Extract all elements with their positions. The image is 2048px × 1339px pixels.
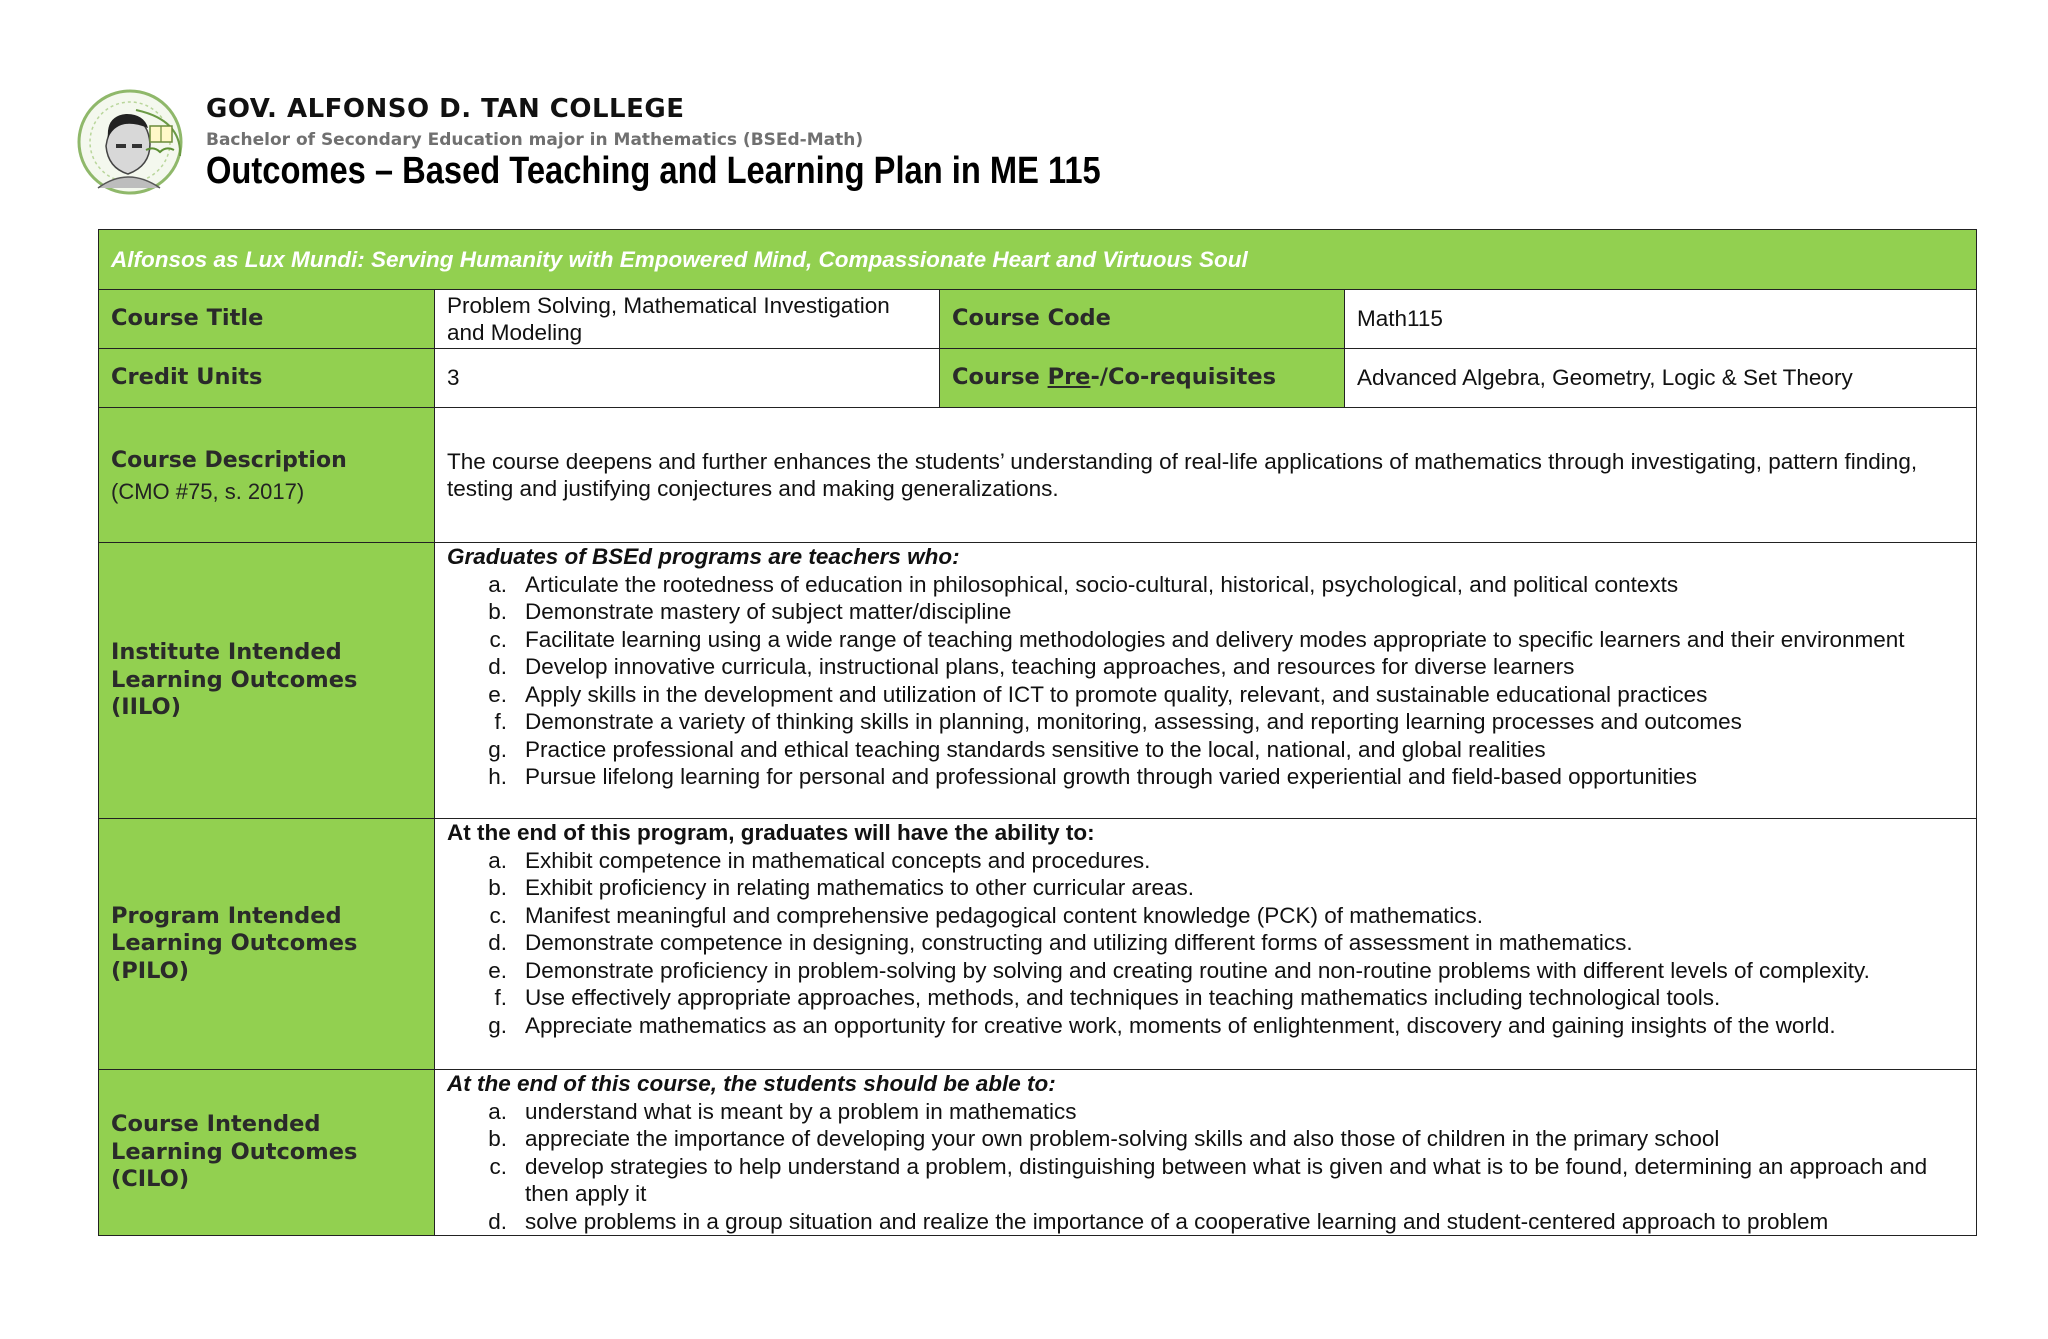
course-description-label: Course Description — [111, 448, 347, 473]
pilo-list — [447, 847, 1964, 1040]
program-name: Bachelor of Secondary Education major in Mathematics (BSEd-Math) — [206, 130, 864, 150]
list-item — [447, 708, 1964, 736]
list-item-text: Demonstrate proficiency in problem-solving by solving and creating routine and non-routine problems with different levels of complexity. — [525, 957, 1870, 983]
list-item — [447, 1208, 1964, 1236]
course-description-text: The course deepens and further enhances the students’ understanding of real-life applications of mathematics through investigating, pattern finding, testing and justifying conjectures and making generalizations. — [435, 408, 1977, 543]
cilo-label-line: Learning Outcomes — [111, 1138, 358, 1165]
list-item-text: Manifest meaningful and comprehensive pedagogical content knowledge (PCK) of mathematics. — [525, 902, 1484, 928]
iilo-label-line: Institute Intended — [111, 639, 342, 666]
pilo-content — [435, 819, 1977, 1070]
list-item-text: Exhibit competence in mathematical concepts and procedures. — [525, 847, 1151, 873]
list-item — [447, 571, 1964, 599]
list-item-text: develop strategies to help understand a problem, distinguishing between what is given and what is to be found, determining an approach and then apply it — [525, 1153, 1928, 1206]
list-item — [447, 874, 1964, 902]
motto-row — [99, 230, 1977, 290]
prerequisites-label — [940, 349, 1345, 408]
list-item — [447, 626, 1964, 654]
list-marker: b. — [488, 1126, 507, 1151]
list-item — [447, 1098, 1964, 1126]
list-item — [447, 1012, 1964, 1040]
course-title-label: Course Title — [99, 290, 435, 349]
list-item — [447, 847, 1964, 875]
obtl-plan-table — [98, 229, 1977, 1236]
list-item-text: Pursue lifelong learning for personal and professional growth through varied experiential and field-based opportunities — [525, 764, 1697, 789]
list-marker: g. — [488, 1012, 507, 1038]
list-marker: e. — [488, 681, 507, 707]
iilo-label-cell — [99, 543, 435, 819]
course-code-label: Course Code — [940, 290, 1345, 349]
list-item-text: Demonstrate mastery of subject matter/discipline — [525, 599, 1012, 624]
list-marker: a. — [488, 571, 507, 597]
list-item-text: Demonstrate competence in designing, constructing and utilizing different forms of assessment in mathematics. — [525, 930, 1633, 955]
college-name: GOV. ALFONSO D. TAN COLLEGE — [206, 94, 685, 124]
list-item — [447, 929, 1964, 957]
pilo-label-cell — [99, 819, 435, 1070]
list-marker: c. — [489, 902, 507, 928]
cilo-heading: At the end of this course, the students should be able to: — [447, 1071, 1056, 1096]
list-item — [447, 653, 1964, 681]
list-item-text: Articulate the rootedness of education in philosophical, socio-cultural, historical, psychological, and political contexts — [525, 571, 1679, 597]
list-item — [447, 902, 1964, 930]
list-marker: h. — [488, 764, 507, 789]
list-marker: a. — [488, 847, 507, 873]
list-item — [447, 1153, 1964, 1208]
list-marker: d. — [488, 930, 507, 955]
list-item-text: Demonstrate a variety of thinking skills in planning, monitoring, assessing, and reporting learning processes and outcomes — [525, 709, 1742, 734]
course-description-sublabel: (CMO #75, s. 2017) — [111, 479, 305, 504]
pilo-label-line: Learning Outcomes — [111, 930, 358, 957]
plan-title: Outcomes – Based Teaching and Learning Plan in ME 115 — [206, 150, 1101, 192]
pilo-label-line: (PILO) — [111, 957, 190, 984]
iilo-list — [447, 571, 1964, 791]
list-item — [447, 598, 1964, 626]
college-seal-logo — [66, 88, 194, 196]
iilo-label-line: Learning Outcomes — [111, 666, 358, 693]
cilo-list — [447, 1098, 1964, 1236]
list-item-text: Develop innovative curricula, instructional plans, teaching approaches, and resources for diverse learners — [525, 654, 1575, 679]
list-marker: g. — [488, 736, 507, 762]
document-header — [66, 84, 1266, 204]
list-marker: b. — [488, 599, 507, 624]
pilo-label-line: Program Intended — [111, 902, 342, 929]
course-description-row — [99, 408, 1977, 543]
cilo-row — [99, 1070, 1977, 1236]
prereq-label-underlined: Pre — [1047, 364, 1091, 391]
list-item-text: Apply skills in the development and utilization of ICT to promote quality, relevant, and sustainable educational practices — [525, 681, 1708, 707]
list-item — [447, 1125, 1964, 1153]
credit-units-row — [99, 349, 1977, 408]
list-marker: f. — [494, 709, 507, 734]
list-item — [447, 984, 1964, 1012]
motto-text: Alfonsos as Lux Mundi: Serving Humanity with Empowered Mind, Compassionate Heart and Virtuous Soul — [99, 230, 1977, 290]
list-item-text: understand what is meant by a problem in mathematics — [525, 1098, 1077, 1124]
list-item-text: solve problems in a group situation and realize the importance of a cooperative learning and student-centered approach to problem — [525, 1208, 1829, 1234]
list-marker: d. — [488, 1208, 507, 1234]
pilo-heading: At the end of this program, graduates will have the ability to: — [447, 820, 1095, 845]
list-item-text: Exhibit proficiency in relating mathematics to other curricular areas. — [525, 875, 1195, 900]
pilo-row — [99, 819, 1977, 1070]
prereq-label-post: -/Co-requisites — [1090, 364, 1277, 391]
credit-units-label: Credit Units — [99, 349, 435, 408]
list-item-text: Practice professional and ethical teaching standards sensitive to the local, national, and global realities — [525, 736, 1546, 762]
credit-units-value: 3 — [435, 349, 940, 408]
course-title-row — [99, 290, 1977, 349]
iilo-row — [99, 543, 1977, 819]
course-title-value: Problem Solving, Mathematical Investigation and Modeling — [435, 290, 940, 349]
list-item-text: appreciate the importance of developing your own problem-solving skills and also those of children in the primary school — [525, 1126, 1720, 1151]
course-code-value: Math115 — [1345, 290, 1977, 349]
list-marker: c. — [489, 1153, 507, 1179]
list-item — [447, 736, 1964, 764]
list-item — [447, 681, 1964, 709]
list-item-text: Facilitate learning using a wide range of teaching methodologies and delivery modes appropriate to specific learners and their environment — [525, 626, 1905, 652]
list-marker: b. — [488, 875, 507, 900]
list-item — [447, 957, 1964, 985]
cilo-content — [435, 1070, 1977, 1236]
iilo-label-line: (IILO) — [111, 694, 181, 721]
list-marker: a. — [488, 1098, 507, 1124]
list-item-text: Appreciate mathematics as an opportunity for creative work, moments of enlightenment, discovery and gaining insights of the world. — [525, 1012, 1836, 1038]
iilo-content — [435, 543, 1977, 819]
list-item-text: Use effectively appropriate approaches, methods, and techniques in teaching mathematics including technological tools. — [525, 985, 1721, 1010]
iilo-heading: Graduates of BSEd programs are teachers who: — [447, 544, 960, 569]
cilo-label-line: (CILO) — [111, 1166, 190, 1193]
cilo-label-cell — [99, 1070, 435, 1236]
list-marker: f. — [494, 985, 507, 1010]
list-marker: c. — [489, 626, 507, 652]
list-item — [447, 763, 1964, 791]
cilo-label-line: Course Intended — [111, 1111, 321, 1138]
list-marker: d. — [488, 654, 507, 679]
course-description-label-cell — [99, 408, 435, 543]
list-marker: e. — [488, 957, 507, 983]
prereq-label-pre: Course — [952, 364, 1048, 391]
prerequisites-value: Advanced Algebra, Geometry, Logic & Set Theory — [1345, 349, 1977, 408]
